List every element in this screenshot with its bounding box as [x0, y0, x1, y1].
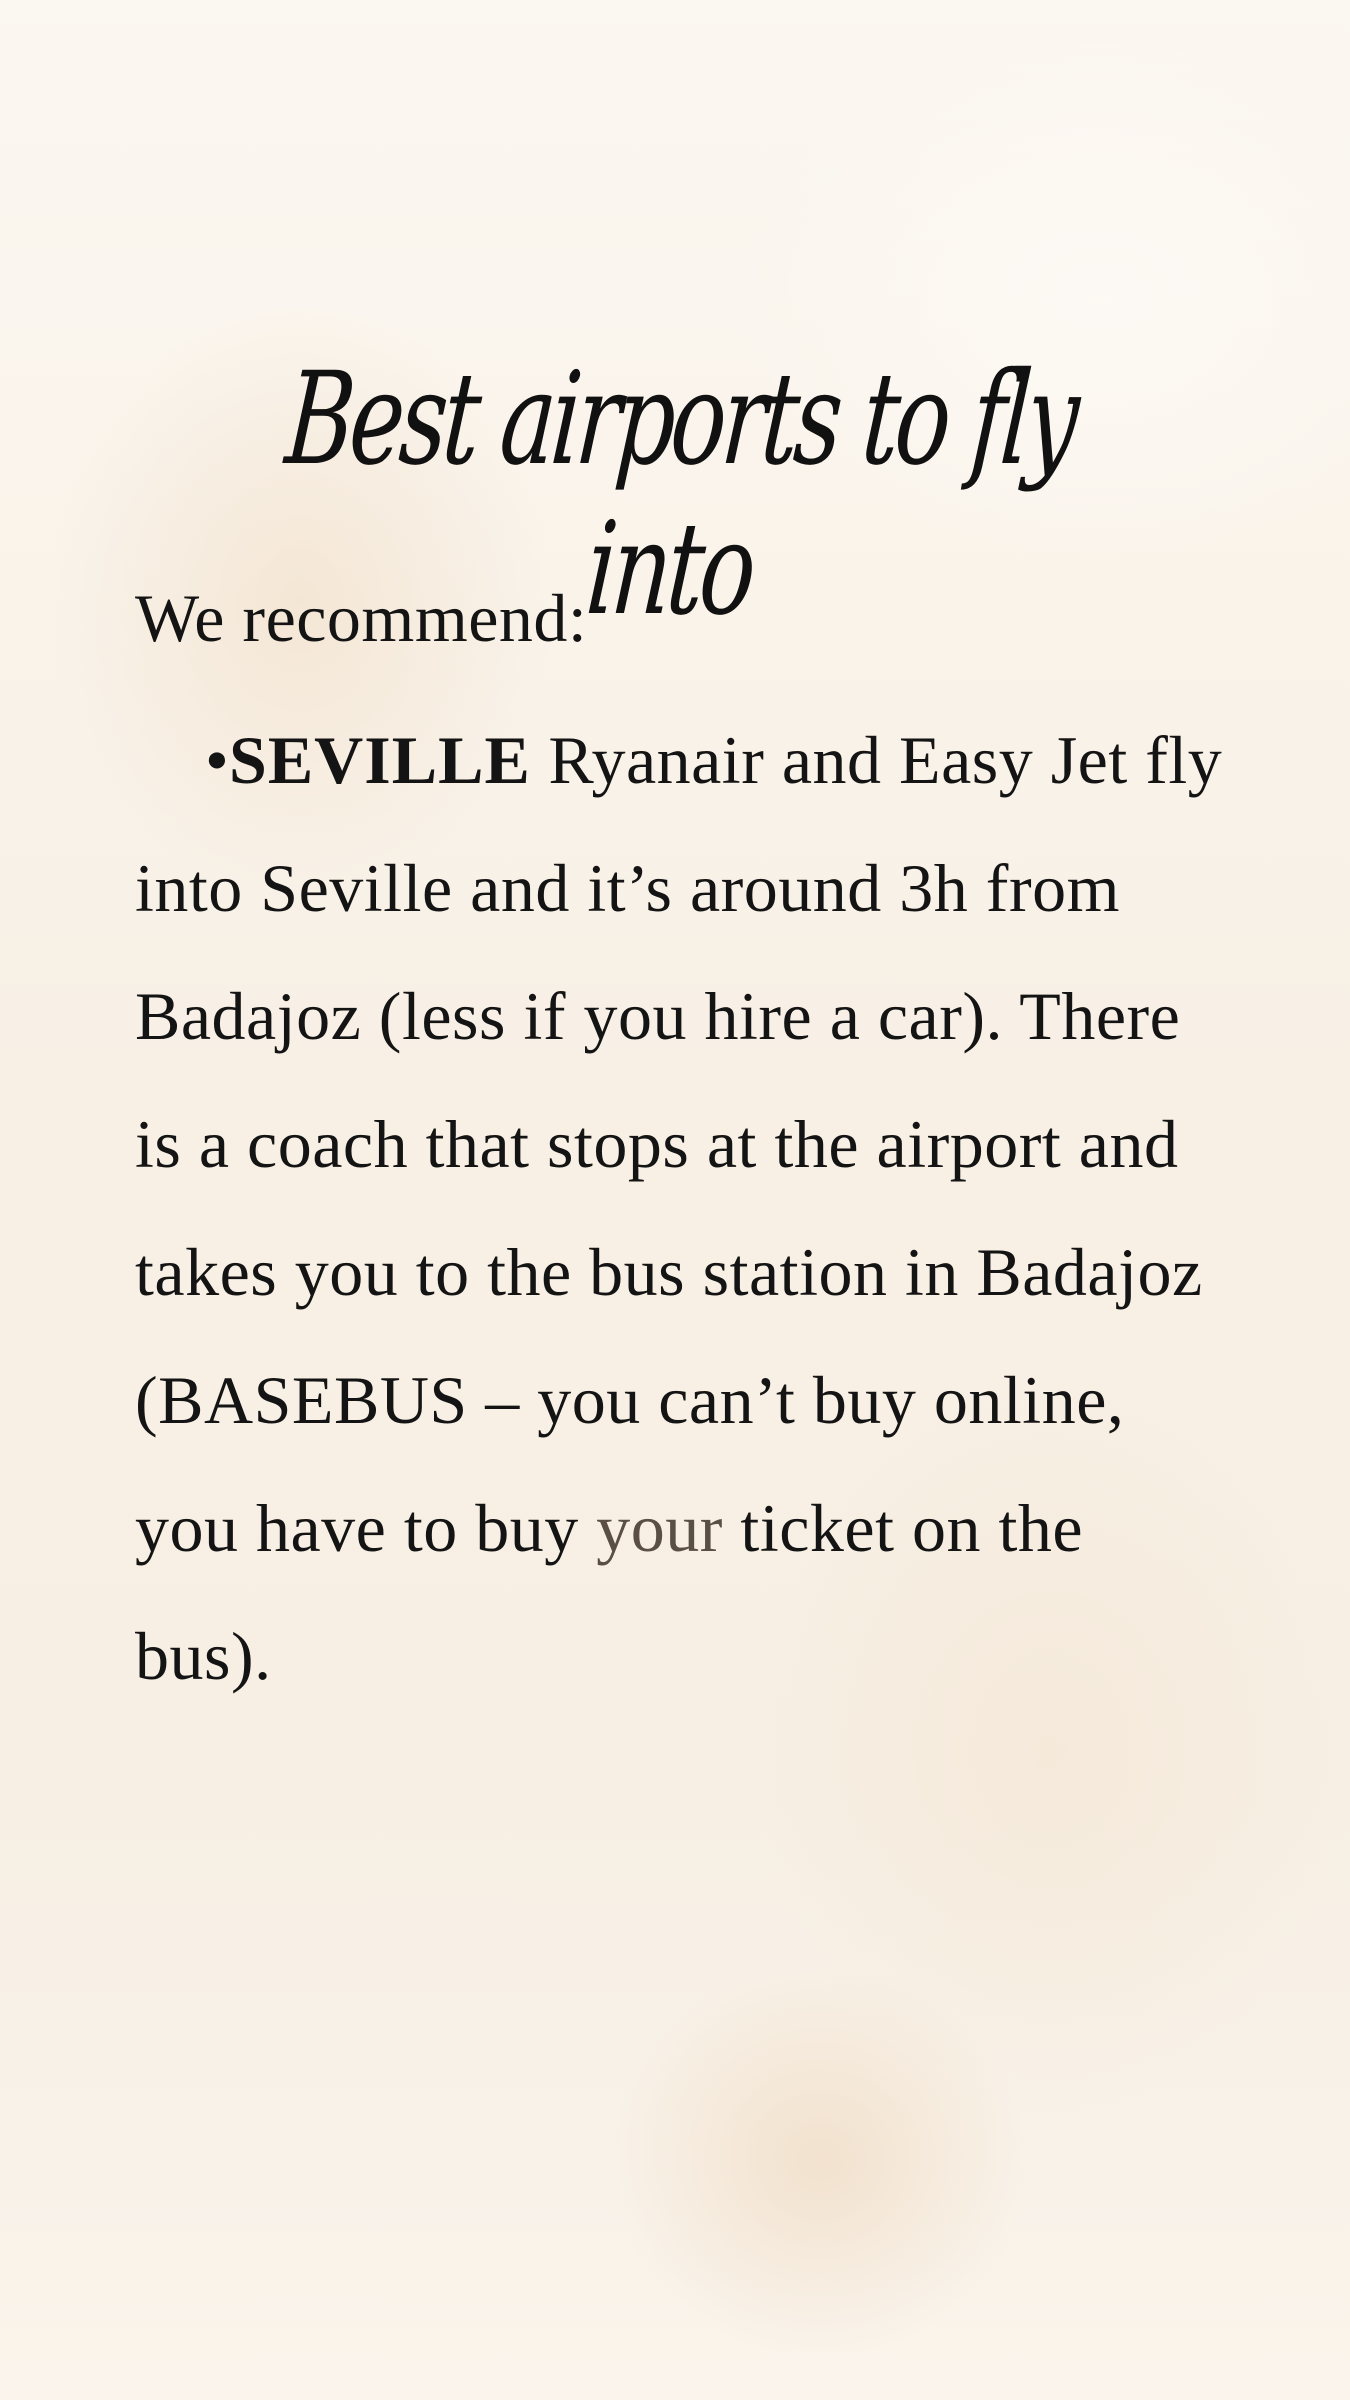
list-item: [135, 666, 1225, 1720]
faded-word: your: [578, 1490, 723, 1566]
page-title: Best airports to fly into: [281, 345, 1081, 644]
bullet-marker: •: [205, 722, 230, 798]
description-end: ticket on the bus).: [135, 1490, 1084, 1694]
intro-text: We recommend:: [135, 580, 588, 656]
content-body: [135, 570, 1225, 1720]
airport-name: SEVILLE: [229, 722, 531, 798]
airport-description: Ryanair and Easy Jet fly into Seville and it’s around 3h from Badajoz (less if you hire a car). There is a coach that stops at the airport and takes you to the bus station in Badajoz (BASEBUS – you can’t buy online, you have to buy: [135, 722, 1223, 1566]
